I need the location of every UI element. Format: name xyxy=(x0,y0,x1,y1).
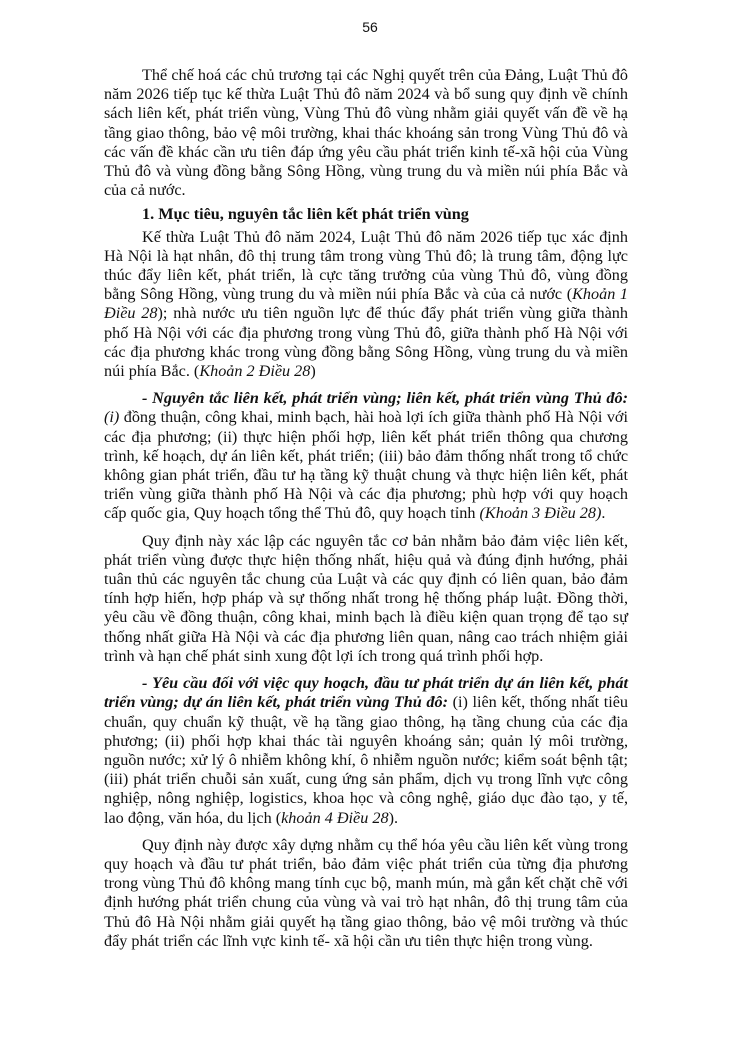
paragraph-requirements xyxy=(104,674,628,828)
paragraph-inheritance xyxy=(104,228,628,382)
legal-reference: khoản 4 Điều 28 xyxy=(281,808,389,827)
paragraph-requirements-explanation: Quy định này được xây dựng nhằm cụ thể hóa yêu cầu liên kết vùng trong quy hoạch và đầu tư phát triển, bảo đảm việc phát triển của từng địa phương trong vùng Thủ đô không mang tính cục bộ, manh mún, mà gắn kết chặt chẽ với định hướng phát triển chung của vùng và vai trò hạt nhân, đô thị trung tâm của Thủ đô Hà Nội nhằm giải quyết hạ tầng giao thông, bảo vệ môi trường và thúc đẩy phát triển các lĩnh vực kinh tế- xã hội cần ưu tiên thực hiện trong vùng. xyxy=(104,835,628,950)
paragraph-text: ). xyxy=(388,808,399,827)
legal-reference: (Khoản 3 Điều 28) xyxy=(479,504,602,523)
page-body xyxy=(104,66,628,956)
legal-reference: Khoản 2 Điều 28 xyxy=(199,362,311,381)
principles-lead: - Nguyên tắc liên kết, phát triển vùng; liên kết, phát triển vùng Thủ đô: xyxy=(142,389,628,408)
paragraph-text: đồng thuận, công khai, minh bạch, hài hoà lợi ích giữa thành phố Hà Nội với các địa phương; (ii) thực hiện phối hợp, liên kết phát triển thông qua chương trình, kế hoạch, dự án liên kết, phát triển; (iii) bảo đảm thống nhất trong tổ chức không gian phát triển, đầu tư hạ tầng kỹ thuật chung và thực hiện liên kết, phát triển vùng giữa thành phố Hà Nội và các địa phương; phù hợp với quy hoạch cấp quốc gia, Quy hoạch tổng thể Thủ đô, quy hoạch tỉnh xyxy=(104,408,628,523)
paragraph-text: ); nhà nước ưu tiên nguồn lực để thúc đẩy phát triển vùng giữa thành phố Hà Nội với các địa phương trong vùng Thủ đô, giữa thành phố Hà Nội với các địa phương khác trong vùng đồng bằng Sông Hồng, vùng trung du và miền núi phía Bắc. ( xyxy=(104,304,628,381)
paragraph-principles-explanation: Quy định này xác lập các nguyên tắc cơ bản nhằm bảo đảm việc liên kết, phát triển vùng được thực hiện thống nhất, hiệu quả và đúng định hướng, phải tuân thủ các nguyên tắc chung của Luật và các quy định có liên quan, bảo đảm tính hợp hiến, hợp pháp và sự thống nhất trong hệ thống pháp luật. Đồng thời, yêu cầu về đồng thuận, công khai, minh bạch là điều kiện quan trọng để tạo sự thống nhất giữa Hà Nội và các địa phương liên quan, nâng cao trách nhiệm giải trình và hạn chế phát sinh xung đột lợi ích trong quá trình phối hợp. xyxy=(104,531,628,665)
paragraph-text: Kế thừa Luật Thủ đô năm 2024, Luật Thủ đô năm 2026 tiếp tục xác định Hà Nội là hạt nhân, đô thị trung tâm trong vùng Thủ đô; là trung tâm, động lực thúc đẩy liên kết, phát triển, là cực tăng trưởng của vùng Thủ đô, vùng đồng bằng Sông Hồng, vùng trung du và miền núi phía Bắc và của cả nước ( xyxy=(104,227,628,304)
paragraph-intro: Thể chế hoá các chủ trương tại các Nghị quyết trên của Đảng, Luật Thủ đô năm 2026 tiếp tục kế thừa Luật Thủ đô năm 2024 và bổ sung quy định về chính sách liên kết, phát triển vùng, Vùng Thủ đô vùng nhằm giải quyết vấn đề về hạ tầng giao thông, bảo vệ môi trường, khai thác khoáng sản trong Vùng Thủ đô và các vấn đề khác cần ưu tiên đáp ứng yêu cầu phát triển kinh tế-xã hội của Vùng Thủ đô và vùng đồng bằng Sông Hồng, vùng trung du và miền núi phía Bắc và của cả nước. xyxy=(104,66,628,200)
legal-reference: Khoản 1 Điều 28 xyxy=(104,285,628,323)
requirements-lead: - Yêu cầu đối với việc quy hoạch, đầu tư phát triển dự án liên kết, phát triển vùng; dự án liên kết, phát triển vùng Thủ đô: xyxy=(104,674,628,712)
section-heading: 1. Mục tiêu, nguyên tắc liên kết phát triển vùng xyxy=(142,205,469,224)
paragraph-principles xyxy=(104,389,628,523)
paragraph-text: ) xyxy=(310,362,316,381)
paragraph-text: (i) liên kết, thống nhất tiêu chuẩn, quy chuẩn kỹ thuật, về hạ tầng giao thông, hạ tầng chung của các địa phương; (ii) phối hợp khai thác tài nguyên khoáng sản; quản lý môi trường, nguồn nước; xử lý ô nhiễm không khí, ô nhiễm nguồn nước; kiểm soát bệnh tật; (iii) phát triển chuỗi sản xuất, cung ứng sản phẩm, dịch vụ trong lĩnh vực công nghiệp, nông nghiệp, logistics, khoa học và công nghệ, giáo dục đào tạo, y tế, lao động, văn hóa, du lịch ( xyxy=(104,693,628,827)
page-number: 56 xyxy=(362,19,378,35)
enumeration-marker: (i) xyxy=(104,408,120,427)
paragraph-text: . xyxy=(601,504,606,523)
